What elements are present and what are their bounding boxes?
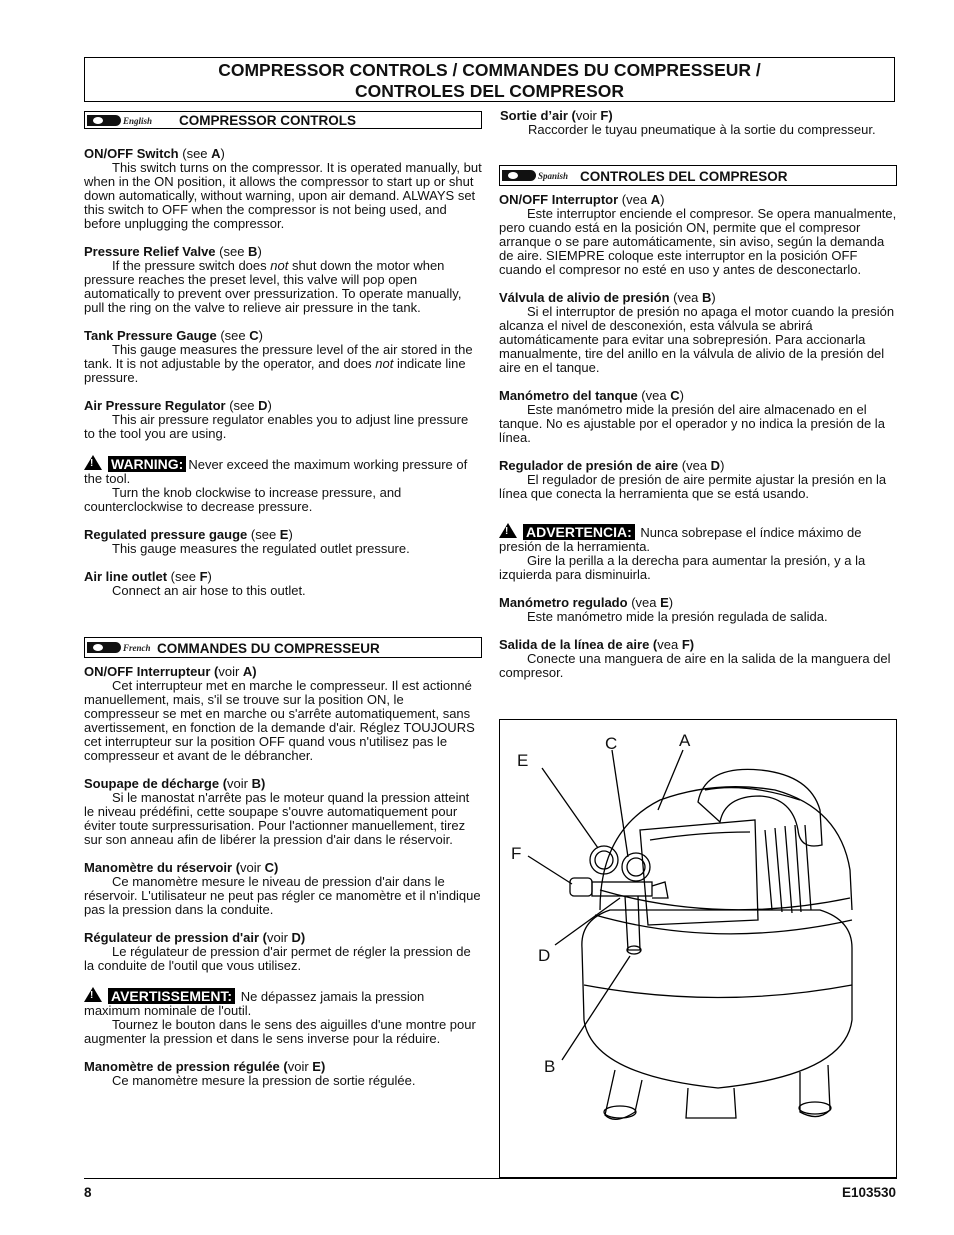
figure-label-a: A	[679, 731, 691, 750]
english-item-regulator: Air Pressure Regulator (see D) This air pressure regulator enables you to adjust line pressure to the tool you are using.	[84, 398, 469, 441]
english-warning: !WARNING: Never exceed the maximum working pressure of the tool. Turn the knob clockwise to increase pressure, and counterclockwise to decrease pressure.	[84, 455, 482, 514]
english-item-regulated-gauge: Regulated pressure gauge (see E) This gauge measures the regulated outlet pressure.	[84, 527, 410, 556]
english-language-tag: English	[87, 115, 157, 126]
english-item-air-outlet: Air line outlet (see F) Connect an air hose to this outlet.	[84, 569, 306, 598]
spanish-section-header: Spanish CONTROLES DEL COMPRESOR	[499, 165, 897, 186]
warning-label: ADVERTENCIA:	[523, 524, 635, 540]
warning-label: WARNING:	[108, 456, 186, 472]
spanish-item-relief-valve: Válvula de alivio de presión (vea B) Si el interruptor de presión no apaga el motor cuando la presión alcanza el nivel de desconexión, esta válvula se abrirá automáticamente para evitar una sobrepresión. Para accionarla manualmente, tire del anillo en la válvula de alivio de la presión del aire en el tanque.	[499, 290, 895, 375]
page-title: COMPRESSOR CONTROLS / COMMANDES DU COMPRESSEUR / CONTROLES DEL COMPRESOR	[84, 57, 895, 102]
french-continuation	[500, 109, 897, 137]
spanish-item-regulated-gauge: Manómetro regulado (vea E) Este manómetro mide la presión regulada de salida.	[499, 595, 828, 624]
figure-label-e: E	[517, 751, 529, 770]
warning-triangle-icon	[499, 523, 517, 538]
figure-label-c: C	[605, 734, 618, 753]
english-item-onoff: ON/OFF Switch (see A) This switch turns on the compressor. It is operated manually, but when in the ON position, it allows the compressor to start up or shut down automatically, without warning, upon air demand. ALWAYS set this switch to OFF when the compressor is not being used, and before unplugging the compressor.	[84, 146, 482, 231]
french-item-onoff: ON/OFF Interrupteur (voir A) Cet interrupteur met en marche le compresseur. Il est actionné manuellement, mais, s'il se trouve sur la position ON, le compresseur se met en marche ou s'arrête automatiquement, sans avertissement, en fonction de la demande d'air. Réglez TOUJOURS cet interrupteur sur la position OFF quand vous n'utilisez pas le compresseur et avant de le débrancher.	[84, 664, 475, 763]
spanish-item-air-outlet: Salida de la línea de aire (vea F) Conecte una manguera de aire en la salida de la manguera del compresor.	[499, 637, 891, 680]
english-section	[84, 111, 482, 598]
english-section-header: English COMPRESSOR CONTROLS	[84, 111, 482, 129]
french-section-header: French COMMANDES DU COMPRESSEUR	[84, 637, 482, 658]
spanish-language-tag: Spanish	[502, 170, 572, 181]
footer-rule	[84, 1178, 897, 1179]
language-tab-icon	[87, 115, 121, 126]
french-item-regulator: Régulateur de pression d'air (voir D) Le régulateur de pression d'air permet de régler la pression de la conduite de l'outil que vous utilisez.	[84, 930, 471, 973]
french-item-regulated-gauge: Manomètre de pression régulée (voir E) Ce manomètre mesure la pression de sortie régulée.	[84, 1059, 416, 1088]
figure-label-f: F	[511, 844, 522, 863]
french-item-air-outlet: Sortie d’air (voir F) Raccorder le tuyau pneumatique à la sortie du compresseur.	[500, 108, 876, 137]
page-number: 8	[84, 1185, 92, 1200]
english-item-tank-gauge: Tank Pressure Gauge (see C) This gauge measures the pressure level of the air stored in the tank. It is not adjustable by the operator, and does not indicate line pressure.	[84, 328, 473, 385]
spanish-section	[499, 165, 897, 680]
french-language-tag: French	[87, 642, 157, 653]
spanish-item-onoff: ON/OFF Interruptor (vea A) Este interruptor enciende el compresor. Se opera manualmente, pero cuando está en la posición ON, permite que el compresor arranque o se pare automáticamente, sin aviso, según la demanda de aire. SIEMPRE coloque este interruptor en la posición OFF cuando el compresor no esté en uso y antes de desconectarlo.	[499, 192, 897, 277]
figure-label-b: B	[544, 1057, 556, 1076]
french-section	[84, 637, 482, 1088]
compressor-illustration	[500, 720, 898, 1179]
english-item-relief-valve: Pressure Relief Valve (see B) If the pressure switch does not shut down the motor when pressure reaches the preset level, this valve will pop open automatically to prevent over pressurization. To operate manually, pull the ring on the valve to relieve air pressure in the tank.	[84, 244, 462, 315]
warning-label: AVERTISSEMENT:	[108, 988, 235, 1004]
french-warning: !AVERTISSEMENT: Ne dépassez jamais la pression maximum nominale de l'outil. Tournez le bouton dans le sens des aiguilles d'une montre pour augmenter la pression et dans le sens inverse pour la réduire.	[84, 987, 482, 1046]
spanish-warning: !ADVERTENCIA: Nunca sobrepase el índice máximo de presión de la herramienta. Gire la perilla a la derecha para aumentar la presión, y a la izquierda para disminuirla.	[499, 523, 897, 582]
spanish-item-tank-gauge: Manómetro del tanque (vea C) Este manómetro mide la presión del aire almacenado en el tanque. No es ajustable por el operador y no indica la presión de la línea.	[499, 388, 885, 445]
figure-label-d: D	[538, 946, 551, 965]
warning-triangle-icon	[84, 455, 102, 470]
french-item-relief-valve: Soupape de décharge (voir B) Si le manostat n'arrête pas le moteur quand la pression atteint le niveau prédéfini, cette soupape s'ouvre automatiquement pour éviter toute surpressurisation. Pour l'actionner manuellement, tirez sur son anneau afin de libérer la pression d'air dans le réservoir.	[84, 776, 470, 847]
warning-triangle-icon	[84, 987, 102, 1002]
french-item-tank-gauge: Manomètre du réservoir (voir C) Ce manomètre mesure le niveau de pression d'air dans le réservoir. L'utilisateur ne peut pas régler ce manomètre et il n'indique pas la pression dans la conduite.	[84, 860, 481, 917]
document-code: E103530	[841, 1185, 896, 1200]
language-tab-icon	[87, 642, 121, 653]
compressor-figure	[499, 719, 897, 1178]
spanish-item-regulator: Regulador de presión de aire (vea D) El regulador de presión de aire permite ajustar la presión en la línea que conecta la herramienta que se está usando.	[499, 458, 887, 501]
language-tab-icon	[502, 170, 536, 181]
